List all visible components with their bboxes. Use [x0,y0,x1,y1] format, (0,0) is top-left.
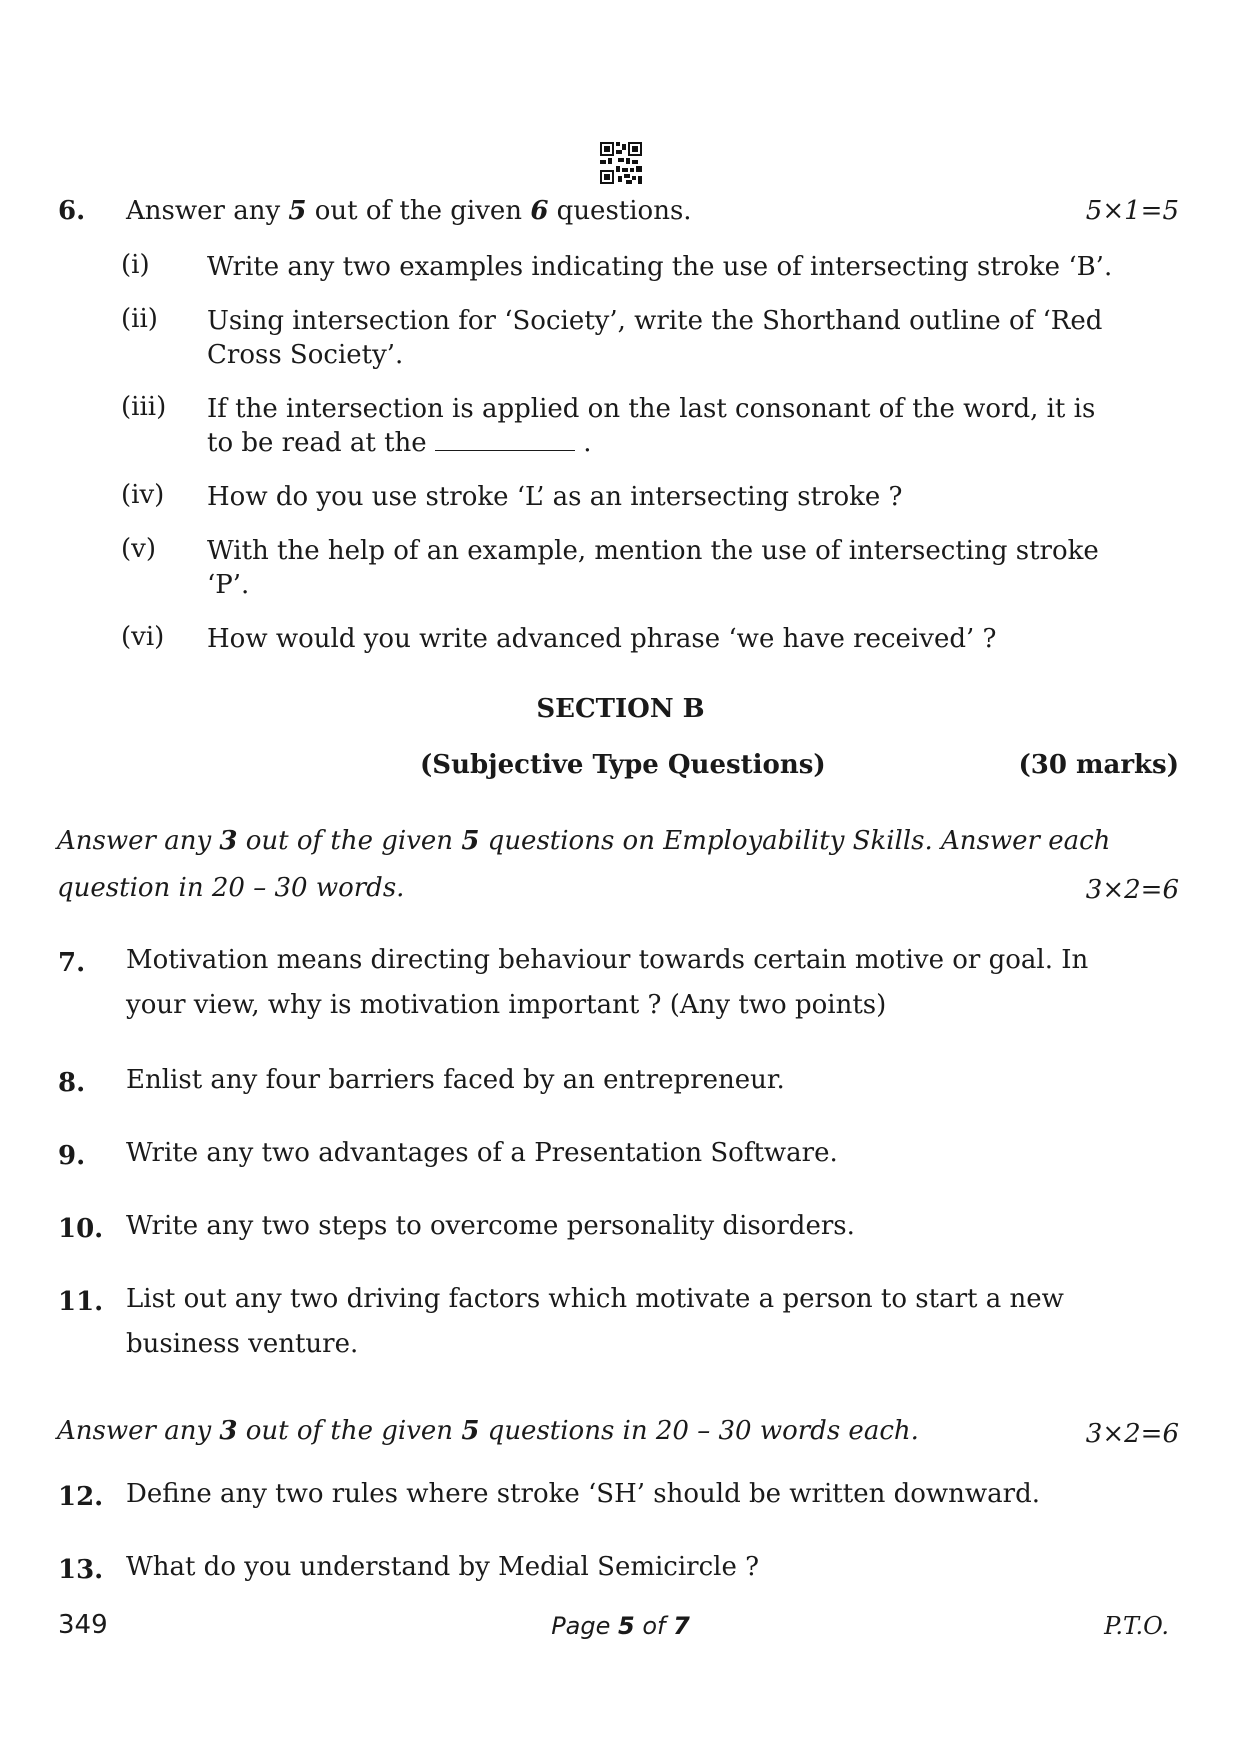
question-number: 11. [58,1287,104,1317]
sub-question-text: How would you write advanced phrase ‘we have received’ ? [207,624,997,654]
qr-code-icon [600,142,642,184]
question-number: 10. [58,1214,104,1244]
question-text: List out any two driving factors which motivate a person to start a new business venture. [126,1284,1064,1359]
sub-question-text: With the help of an example, mention the use of intersecting stroke ‘P’. [207,536,1099,600]
page-number: Page 5 of 7 [551,1612,690,1640]
sub-question-number: (iv) [121,480,165,510]
sub-question-number: (iii) [121,392,167,422]
instruction-text: Answer any 3 out of the given 5 questions on Employability Skills. Answer each question in 20 – 30 words. [57,826,1111,903]
marks-label: 5×1=5 [1085,196,1179,226]
question-text: Answer any 5 out of the given 6 questions. [126,196,692,226]
section-subtitle: (Subjective Type Questions) [420,750,826,780]
pto-label: P.T.O. [1104,1612,1169,1640]
question-number: 13. [58,1555,104,1585]
sub-question-number: (i) [121,250,150,280]
question-number: 8. [58,1068,86,1098]
sub-question-number: (ii) [121,304,158,334]
question-text: Write any two advantages of a Presentation Software. [126,1138,838,1168]
question-text: Motivation means directing behaviour towards certain motive or goal. In your view, why is motivation important ? (Any two points) [126,945,1089,1020]
sub-question-text: Write any two examples indicating the use of intersecting stroke ‘B’. [207,252,1113,282]
sub-question-number: (v) [121,534,156,564]
section-title: SECTION B [536,694,705,724]
question-text: What do you understand by Medial Semicircle ? [126,1552,760,1582]
marks-label: 3×2=6 [1085,875,1179,905]
question-number: 12. [58,1482,104,1512]
question-text: Define any two rules where stroke ‘SH’ should be written downward. [126,1479,1040,1509]
question-number: 7. [58,948,86,978]
question-text: Enlist any four barriers faced by an entrepreneur. [126,1065,785,1095]
sub-question-text: How do you use stroke ‘L’ as an intersecting stroke ? [207,482,903,512]
marks-label: 3×2=6 [1085,1419,1179,1449]
question-number: 6. [58,196,86,226]
answer-blank [435,432,575,451]
sub-question-number: (vi) [121,622,165,652]
section-marks: (30 marks) [1018,750,1179,780]
sub-question-text: Using intersection for ‘Society’, write the Shorthand outline of ‘Red Cross Society’. [207,306,1103,370]
question-text: Write any two steps to overcome personality disorders. [126,1211,855,1241]
sub-question-text: If the intersection is applied on the last consonant of the word, it is to be read at the . [207,394,1096,458]
question-number: 9. [58,1141,86,1171]
instruction-text: Answer any 3 out of the given 5 questions in 20 – 30 words each. [57,1416,919,1446]
paper-code: 349 [58,1610,108,1640]
